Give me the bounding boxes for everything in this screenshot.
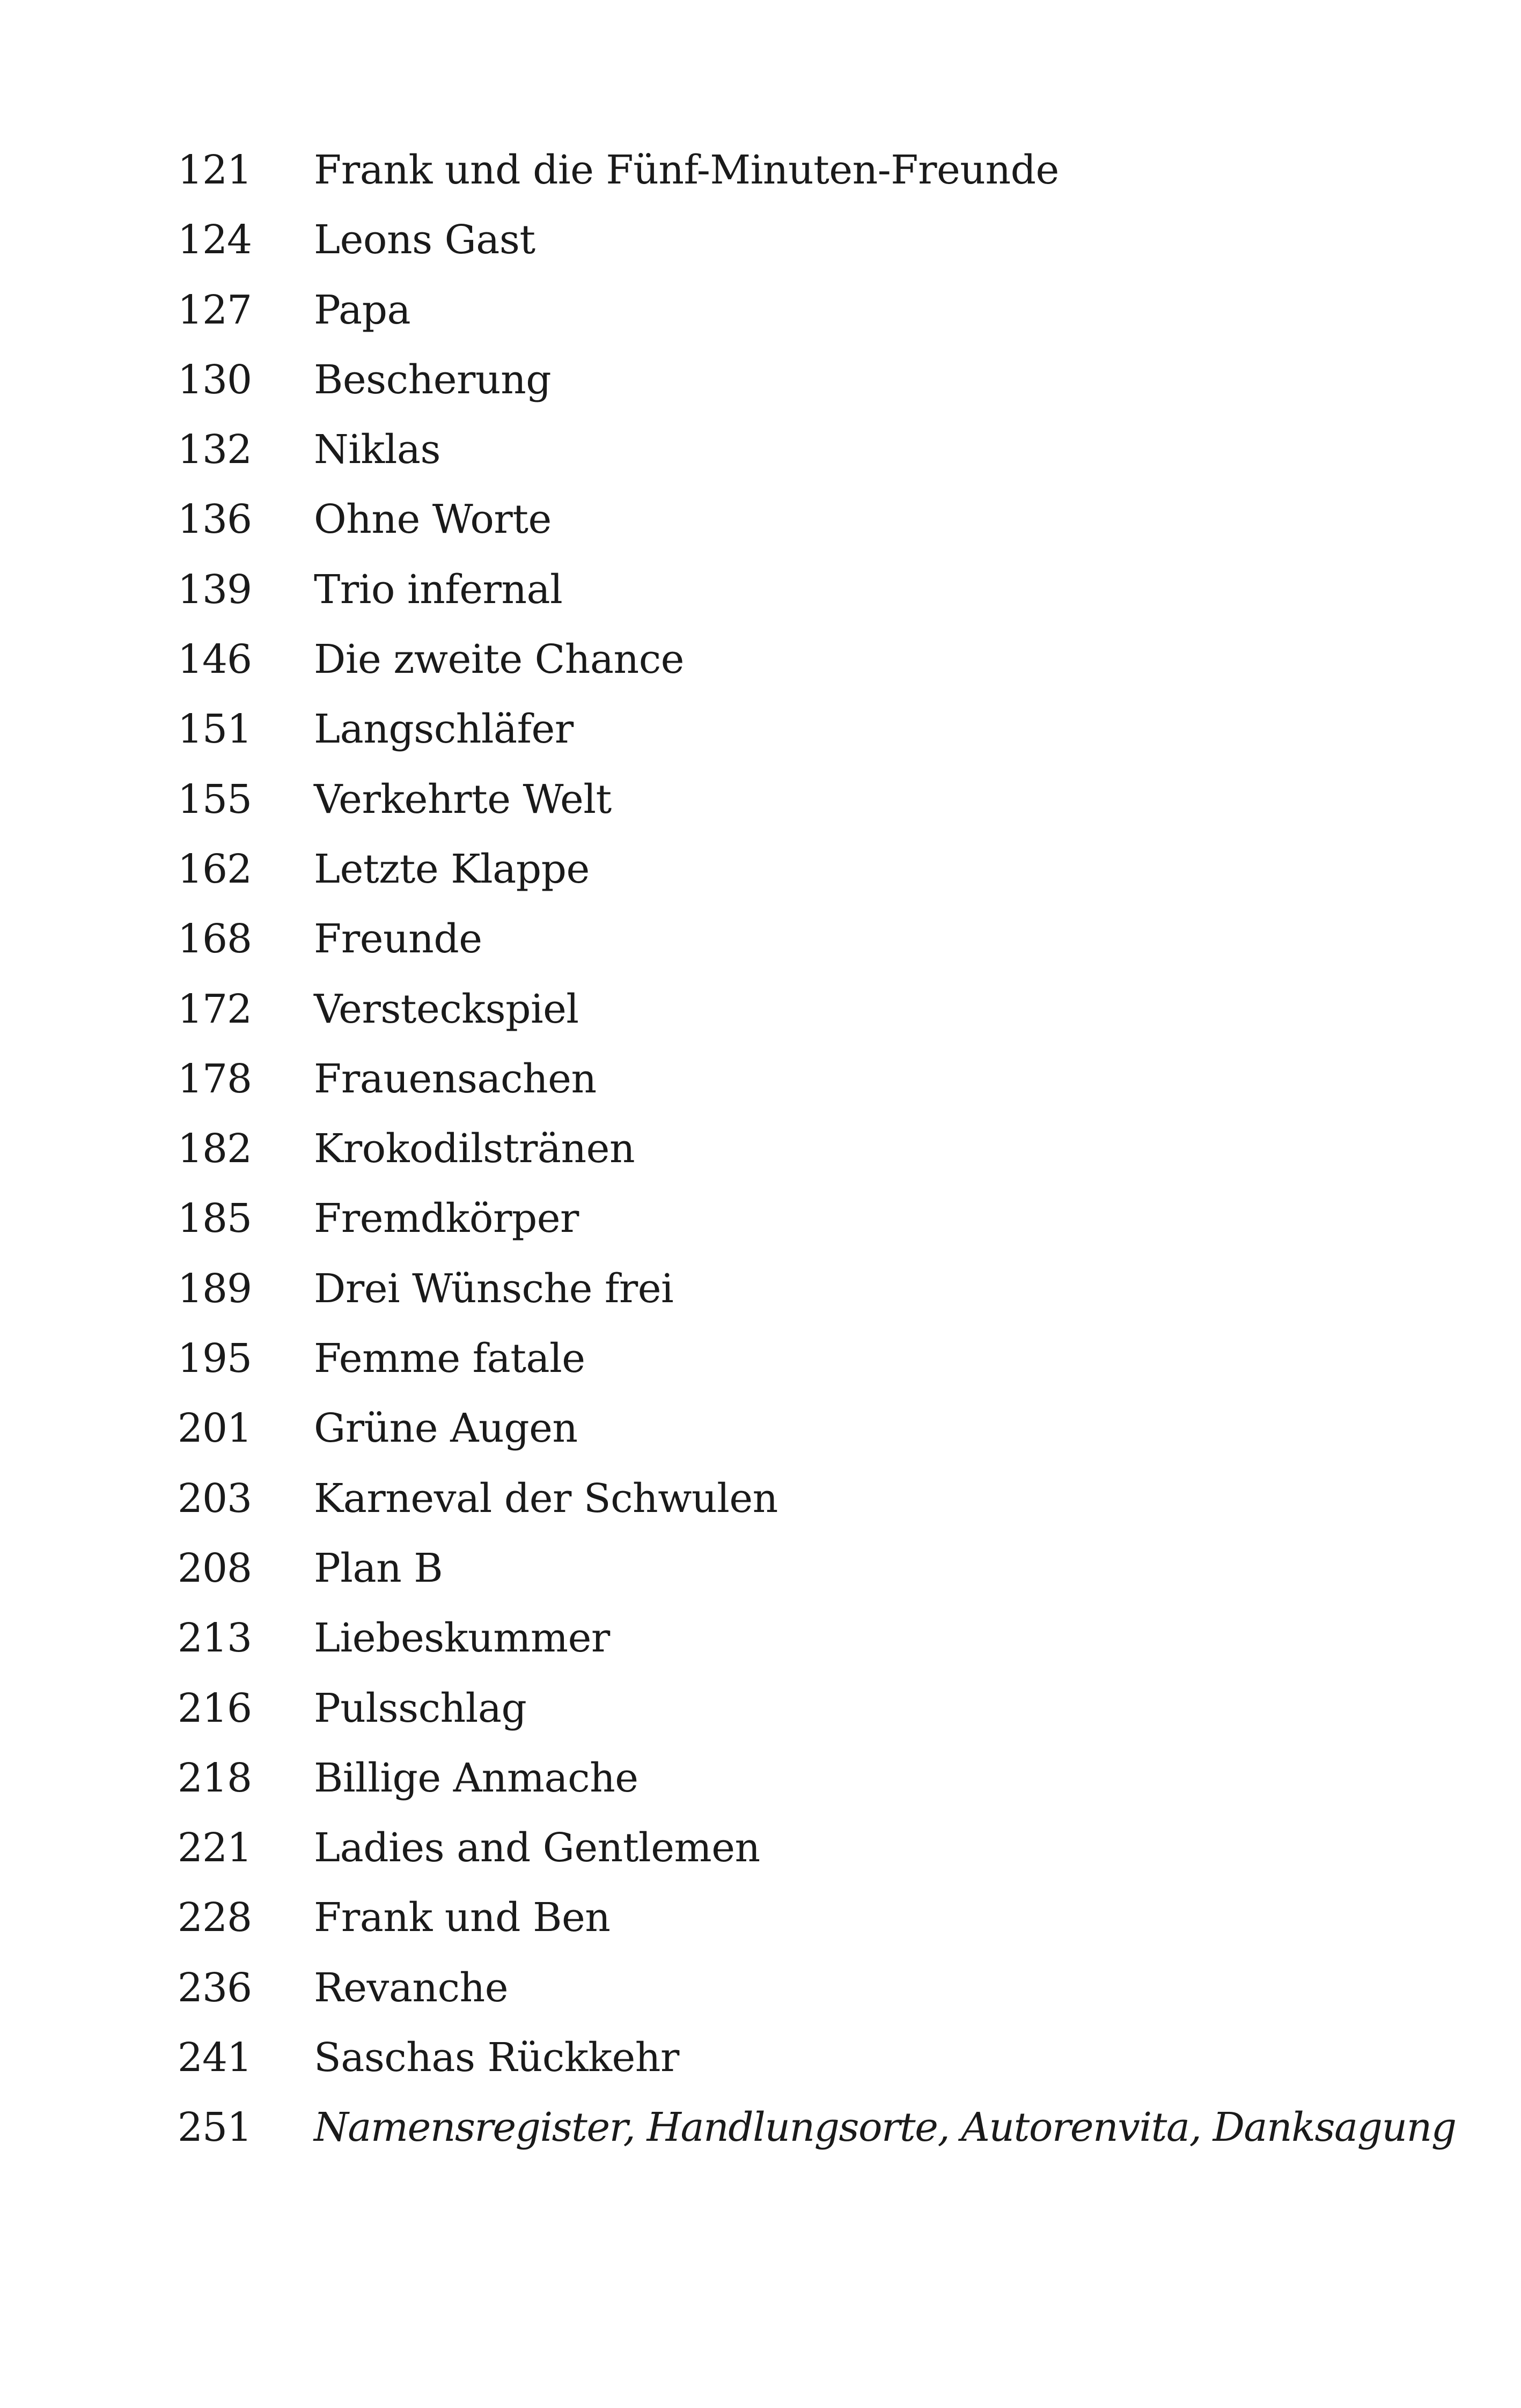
toc-entry	[0, 1044, 1521, 1114]
toc-page-number: 121	[177, 147, 252, 193]
toc-page-number: 251	[177, 2104, 252, 2151]
toc-page-number: 216	[177, 1685, 252, 1731]
toc-entry	[0, 834, 1521, 904]
toc-page-number: 136	[177, 496, 252, 543]
toc-chapter-title: Grüne Augen	[314, 1405, 578, 1452]
toc-page-number: 155	[177, 776, 252, 823]
toc-chapter-title: Die zweite Chance	[314, 636, 684, 683]
toc-entry	[0, 765, 1521, 834]
toc-entry	[0, 1184, 1521, 1253]
toc-chapter-title: Plan B	[314, 1545, 443, 1591]
toc-page-number: 127	[177, 287, 252, 333]
toc-page-number: 203	[177, 1475, 252, 1522]
toc-entry	[0, 974, 1521, 1044]
toc-chapter-title: Trio infernal	[314, 566, 563, 613]
toc-entry	[0, 345, 1521, 415]
toc-entry	[0, 1673, 1521, 1743]
toc-chapter-title: Femme fatale	[314, 1335, 585, 1382]
toc-entry	[0, 484, 1521, 554]
toc-page-number: 168	[177, 916, 252, 963]
toc-page-number: 218	[177, 1754, 252, 1801]
toc-entry	[0, 1464, 1521, 1533]
toc-chapter-title: Bescherung	[314, 356, 552, 403]
toc-page-number: 130	[177, 356, 252, 403]
toc-page-number: 236	[177, 1964, 252, 2011]
toc-page-number: 172	[177, 986, 252, 1032]
toc-entry	[0, 555, 1521, 625]
toc-page-number: 189	[177, 1265, 252, 1312]
toc-page-number: 228	[177, 1895, 252, 1941]
toc-chapter-title: Krokodilstränen	[314, 1126, 635, 1172]
toc-chapter-title: Ladies and Gentlemen	[314, 1825, 760, 1871]
toc-chapter-title: Revanche	[314, 1964, 508, 2011]
toc-entry	[0, 1953, 1521, 2023]
table-of-contents	[0, 135, 1521, 2163]
toc-chapter-title: Letzte Klappe	[314, 846, 590, 892]
toc-chapter-title: Drei Wünsche frei	[314, 1265, 674, 1312]
toc-entry	[0, 2023, 1521, 2093]
toc-entry	[0, 135, 1521, 205]
toc-page-number: 195	[177, 1335, 252, 1382]
toc-chapter-title: Langschläfer	[314, 706, 574, 753]
toc-page-number: 139	[177, 566, 252, 613]
toc-entry	[0, 1533, 1521, 1603]
toc-page-number: 178	[177, 1055, 252, 1102]
toc-chapter-title: Niklas	[314, 427, 441, 473]
toc-page-number: 185	[177, 1195, 252, 1242]
toc-page-number: 208	[177, 1545, 252, 1591]
toc-entry	[0, 1393, 1521, 1463]
toc-entry	[0, 205, 1521, 275]
toc-chapter-title: Frank und Ben	[314, 1895, 611, 1941]
toc-page-number: 241	[177, 2035, 252, 2081]
toc-page-number: 213	[177, 1615, 252, 1662]
toc-chapter-title: Frank und die Fünf-Minuten-Freunde	[314, 147, 1059, 193]
toc-chapter-title: Saschas Rückkehr	[314, 2035, 679, 2081]
toc-chapter-title: Billige Anmache	[314, 1754, 638, 1801]
toc-entry	[0, 1324, 1521, 1393]
toc-chapter-title: Versteckspiel	[314, 986, 579, 1032]
toc-page-number: 151	[177, 706, 252, 753]
toc-chapter-title: Verkehrte Welt	[314, 776, 612, 823]
toc-chapter-title: Fremdkörper	[314, 1195, 579, 1242]
toc-chapter-title: Pulsschlag	[314, 1685, 527, 1731]
toc-entry	[0, 2093, 1521, 2162]
toc-page-number: 201	[177, 1405, 252, 1452]
toc-chapter-title: Papa	[314, 287, 411, 333]
toc-page-number: 132	[177, 427, 252, 473]
toc-entry	[0, 904, 1521, 974]
toc-chapter-title: Karneval der Schwulen	[314, 1475, 778, 1522]
toc-page-number: 146	[177, 636, 252, 683]
toc-page-number: 124	[177, 217, 252, 263]
toc-entry	[0, 1254, 1521, 1324]
toc-chapter-title: Frauensachen	[314, 1055, 597, 1102]
toc-entry	[0, 1114, 1521, 1184]
toc-entry	[0, 625, 1521, 694]
toc-entry	[0, 1743, 1521, 1813]
toc-entry	[0, 275, 1521, 345]
toc-page-number: 182	[177, 1126, 252, 1172]
toc-entry	[0, 1813, 1521, 1883]
toc-chapter-title: Namensregister, Handlungsorte, Autorenvita, Danksagung	[314, 2104, 1456, 2151]
toc-chapter-title: Leons Gast	[314, 217, 535, 263]
toc-chapter-title: Liebeskummer	[314, 1615, 610, 1662]
toc-entry	[0, 1883, 1521, 1952]
toc-chapter-title: Freunde	[314, 916, 482, 963]
toc-entry	[0, 694, 1521, 764]
toc-page-number: 221	[177, 1825, 252, 1871]
toc-entry	[0, 1603, 1521, 1673]
toc-entry	[0, 415, 1521, 484]
toc-page-number: 162	[177, 846, 252, 892]
toc-chapter-title: Ohne Worte	[314, 496, 552, 543]
